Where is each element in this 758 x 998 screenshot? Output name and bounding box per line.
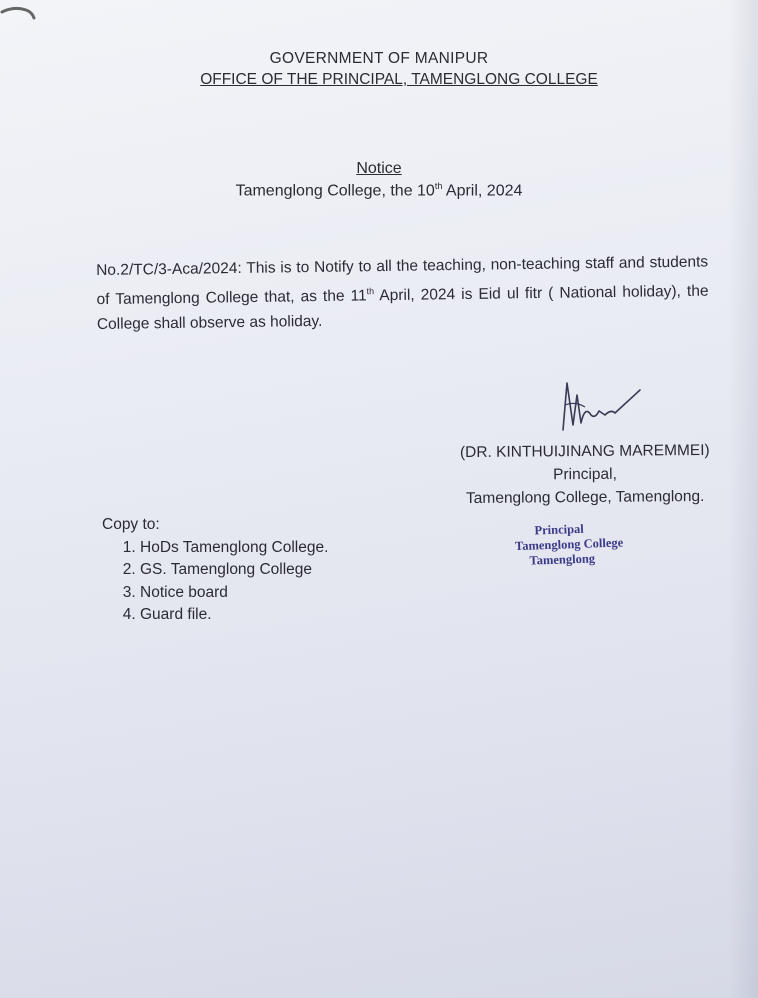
corner-mark-icon	[0, 0, 40, 30]
copy-to-list	[102, 537, 328, 627]
notice-body: No.2/TC/3-Aca/2024: This is to Notify to all the teaching, non-teaching staff and students of Tamenglong College that, as the 11th April, 2024 is Eid ul fitr ( National holiday), the College shall observe as holiday.	[96, 253, 709, 334]
signature-block	[455, 439, 716, 510]
signatory-designation: Principal,	[553, 465, 617, 484]
signatory-name: (DR. KINTHUIJINANG MAREMMEI)	[459, 441, 710, 462]
list-item: 2. GS. Tamenglong College	[140, 559, 328, 582]
signature-icon	[555, 375, 645, 435]
list-item: 4. Guard file.	[140, 604, 328, 627]
government-heading: GOVERNMENT OF MANIPUR	[269, 50, 489, 67]
notice-title: Notice	[356, 160, 402, 177]
notice-date: Tamenglong College, the 10th April, 2024	[235, 181, 523, 200]
copy-to-heading: Copy to:	[102, 516, 160, 533]
copy-to-section	[102, 514, 328, 627]
list-item: 3. Notice board	[140, 582, 328, 605]
office-heading: OFFICE OF THE PRINCIPAL, TAMENGLONG COLLEGE	[200, 71, 598, 88]
stamp-line-3: Tamenglong	[529, 551, 596, 568]
signatory-office: Tamenglong College, Tamenglong.	[465, 487, 705, 508]
stamp-line-1: Principal	[534, 521, 585, 538]
page-edge-shadow	[728, 0, 758, 998]
list-item: 1. HoDs Tamenglong College.	[140, 537, 328, 560]
stamp-line-2: Tamenglong College	[514, 535, 624, 554]
official-stamp	[514, 520, 640, 569]
